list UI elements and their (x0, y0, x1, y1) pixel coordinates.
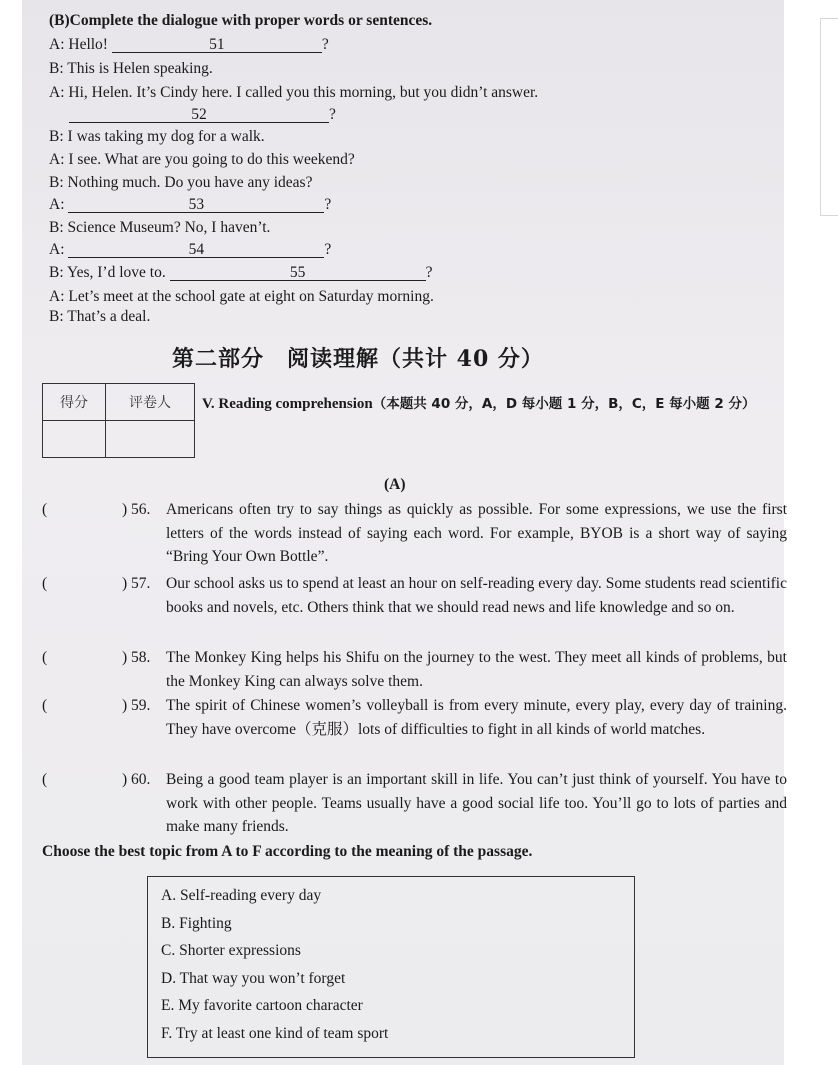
option-b: B. Fighting (161, 914, 232, 932)
section-note: （本题共 40 分，A，D 每小题 1 分，B，C，E 每小题 2 分） (372, 396, 756, 412)
side-panel (820, 18, 838, 216)
subsection-label: (A) (384, 476, 406, 493)
question-58 (42, 646, 787, 693)
blank-55[interactable]: 55 (170, 265, 426, 281)
dialogue-line-1: A: Hello! 51 ? (49, 36, 329, 53)
score-header: 得分 (43, 384, 106, 421)
instruction: Choose the best topic from A to F according to the meaning of the passage. (42, 843, 533, 860)
blank-52[interactable]: 52 (69, 107, 329, 123)
grader-header: 评卷人 (106, 384, 195, 421)
dialogue-line-5: B: I was taking my dog for a walk. (49, 128, 265, 145)
question-59 (42, 694, 787, 741)
answer-bracket[interactable]: ( (42, 771, 48, 788)
option-e: E. My favorite cartoon character (161, 997, 363, 1014)
part-title: 第二部分 阅读理解（共计 40 分） (172, 346, 544, 372)
question-56 (42, 498, 787, 569)
question-number: ) 60. (122, 771, 151, 788)
dialogue-line-3: A: Hi, Helen. It’s Cindy here. I called you this morning, but you didn’t answer. (49, 84, 539, 101)
section-heading (202, 392, 762, 416)
score-cell[interactable] (43, 421, 106, 458)
exam-paper (22, 0, 787, 1065)
question-number: ) 57. (122, 575, 151, 592)
dialogue-line-4: 52 ? (69, 106, 336, 124)
dialogue-line-13: B: That’s a deal. (49, 308, 151, 325)
option-d: D. That way you won’t forget (161, 969, 346, 987)
blank-54[interactable]: 54 (68, 242, 324, 258)
dialogue-line-12: A: Let’s meet at the school gate at eight on Saturday morning. (49, 288, 434, 305)
dialogue-line-2: B: This is Helen speaking. (49, 60, 213, 77)
option-c: C. Shorter expressions (161, 942, 301, 959)
dialogue-line-11: B: Yes, I’d love to. 55 ? (49, 264, 433, 281)
answer-bracket[interactable]: ( (42, 501, 48, 518)
question-text: Our school asks us to spend at least an hour on self-reading every day. Some students read scientific books and novels, etc. Others think that we should read news and life knowledge and so on. (166, 575, 787, 616)
answer-bracket[interactable]: ( (42, 575, 48, 592)
option-f: F. Try at least one kind of team sport (161, 1024, 389, 1042)
question-60 (42, 768, 787, 839)
section-title: V. Reading comprehension (202, 396, 373, 412)
question-text: Being a good team player is an important skill in life. You can’t just think of yourself. You have to work with other people. Teams usually have a good social life too. You’ll go to lots of parties and make many friends. (166, 771, 787, 835)
question-number: ) 59. (122, 697, 151, 714)
score-table (42, 383, 195, 458)
dialogue-line-10: A: 54 ? (49, 241, 332, 258)
question-text: The Monkey King helps his Shifu on the journey to the west. They meet all kinds of problems, but the Monkey King can always solve them. (166, 649, 787, 690)
answer-bracket[interactable]: ( (42, 649, 48, 666)
question-number: ) 58. (122, 649, 151, 666)
options-box (147, 876, 635, 1058)
dialogue-line-8: A: 53 ? (49, 196, 332, 213)
dialogue-line-6: A: I see. What are you going to do this weekend? (49, 151, 355, 168)
dialogue-line-7: B: Nothing much. Do you have any ideas? (49, 174, 313, 191)
dialogue-heading: (B)Complete the dialogue with proper words or sentences. (49, 12, 433, 29)
answer-bracket[interactable]: ( (42, 697, 48, 714)
blank-51[interactable]: 51 (112, 37, 322, 53)
question-text: Americans often try to say things as quickly as possible. For some expressions, we use the first letters of the words instead of saying each word. For example, BYOB is a short way of saying “Bring Your Own Bottle”. (166, 501, 787, 565)
grader-cell[interactable] (106, 421, 195, 458)
question-text: The spirit of Chinese women’s volleyball is from every minute, every play, every day of training. They have overcome（克服）lots of difficulties to fight in all kinds of world matches. (166, 697, 787, 738)
question-57 (42, 572, 787, 619)
option-a: A. Self-reading every day (161, 887, 322, 904)
dialogue-line-9: B: Science Museum? No, I haven’t. (49, 219, 271, 236)
question-number: ) 56. (122, 501, 151, 518)
blank-53[interactable]: 53 (68, 197, 324, 213)
